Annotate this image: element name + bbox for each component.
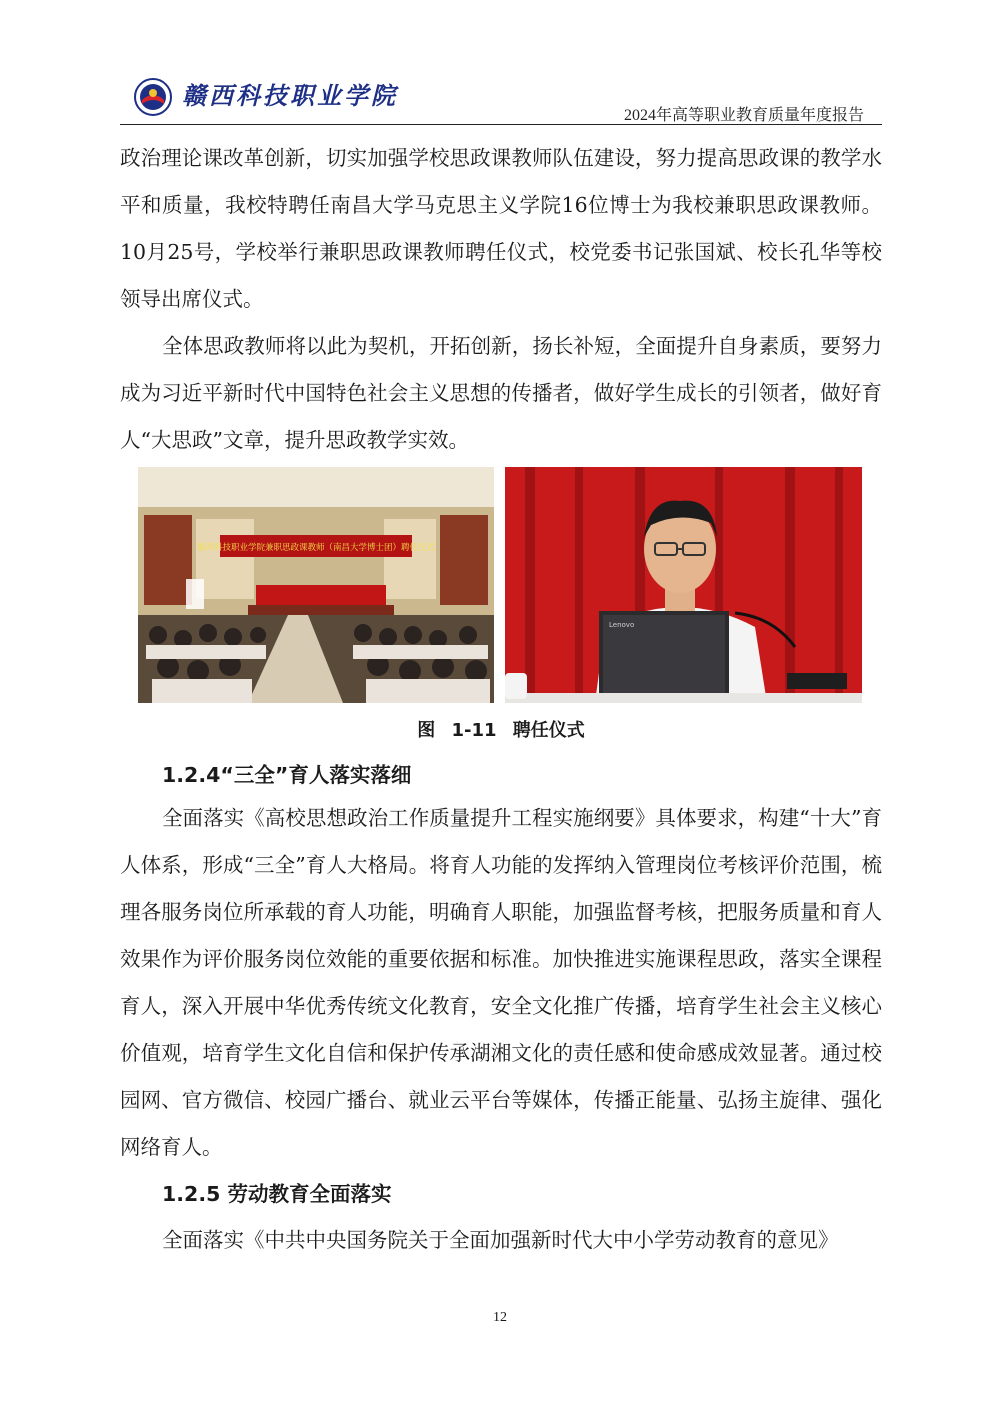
section-heading-1-2-5: 1.2.5 劳动教育全面落实 bbox=[162, 1182, 392, 1206]
school-name: 赣西科技职业学院 bbox=[182, 81, 398, 110]
paragraph-1: 政治理论课改革创新，切实加强学校思政课教师队伍建设，努力提高思政课的教学水平和质量，我校特聘任南昌大学马克思主义学院16位博士为我校兼职思政课教师。10月25号，学校举行兼职思政课教师聘任仪式，校党委书记张国斌、校长孔华等校领导出席仪式。 bbox=[120, 146, 882, 311]
page-header bbox=[120, 70, 882, 126]
stage-banner-text: 赣西科技职业学院兼职思政课教师（南昌大学博士团）聘任仪式 bbox=[196, 543, 436, 553]
photo-speaker bbox=[505, 467, 862, 703]
paragraph-3: 全面落实《高校思想政治工作质量提升工程实施纲要》具体要求，构建“十大”育人体系，形成“三全”育人大格局。将育人功能的发挥纳入管理岗位考核评价范围，梳理各服务岗位所承载的育人功能，明确育人职能，加强监督考核，把服务质量和育人效果作为评价服务岗位效能的重要依据和标准。加快推进实施课程思政，落实全课程育人，深入开展中华优秀传统文化教育，安全文化推广传播，培育学生社会主义核心价值观，培育学生文化自信和保护传承湖湘文化的责任感和使命感成效显著。通过校园网、官方微信、校园广播台、就业云平台等媒体，传播正能量、弘扬主旋律、强化网络育人。 bbox=[120, 806, 882, 1159]
section-heading-1-2-4: 1.2.4“三全”育人落实落细 bbox=[162, 763, 412, 787]
figure-caption: 图 1-11 聘任仪式 bbox=[417, 720, 585, 741]
report-title: 2024年高等职业教育质量年度报告 bbox=[623, 107, 864, 124]
photo-auditorium bbox=[138, 467, 494, 703]
laptop-brand: Lenovo bbox=[609, 621, 635, 629]
page-number: 12 bbox=[493, 1310, 507, 1325]
school-seal-icon bbox=[134, 78, 172, 116]
header-divider bbox=[120, 124, 882, 125]
paragraph-2: 全体思政教师将以此为契机，开拓创新，扬长补短，全面提升自身素质，要努力成为习近平新时代中国特色社会主义思想的传播者，做好学生成长的引领者，做好育人“大思政”文章，提升思政教学实效。 bbox=[120, 334, 882, 452]
paragraph-4: 全面落实《中共中央国务院关于全面加强新时代大中小学劳动教育的意见》 bbox=[162, 1228, 839, 1252]
